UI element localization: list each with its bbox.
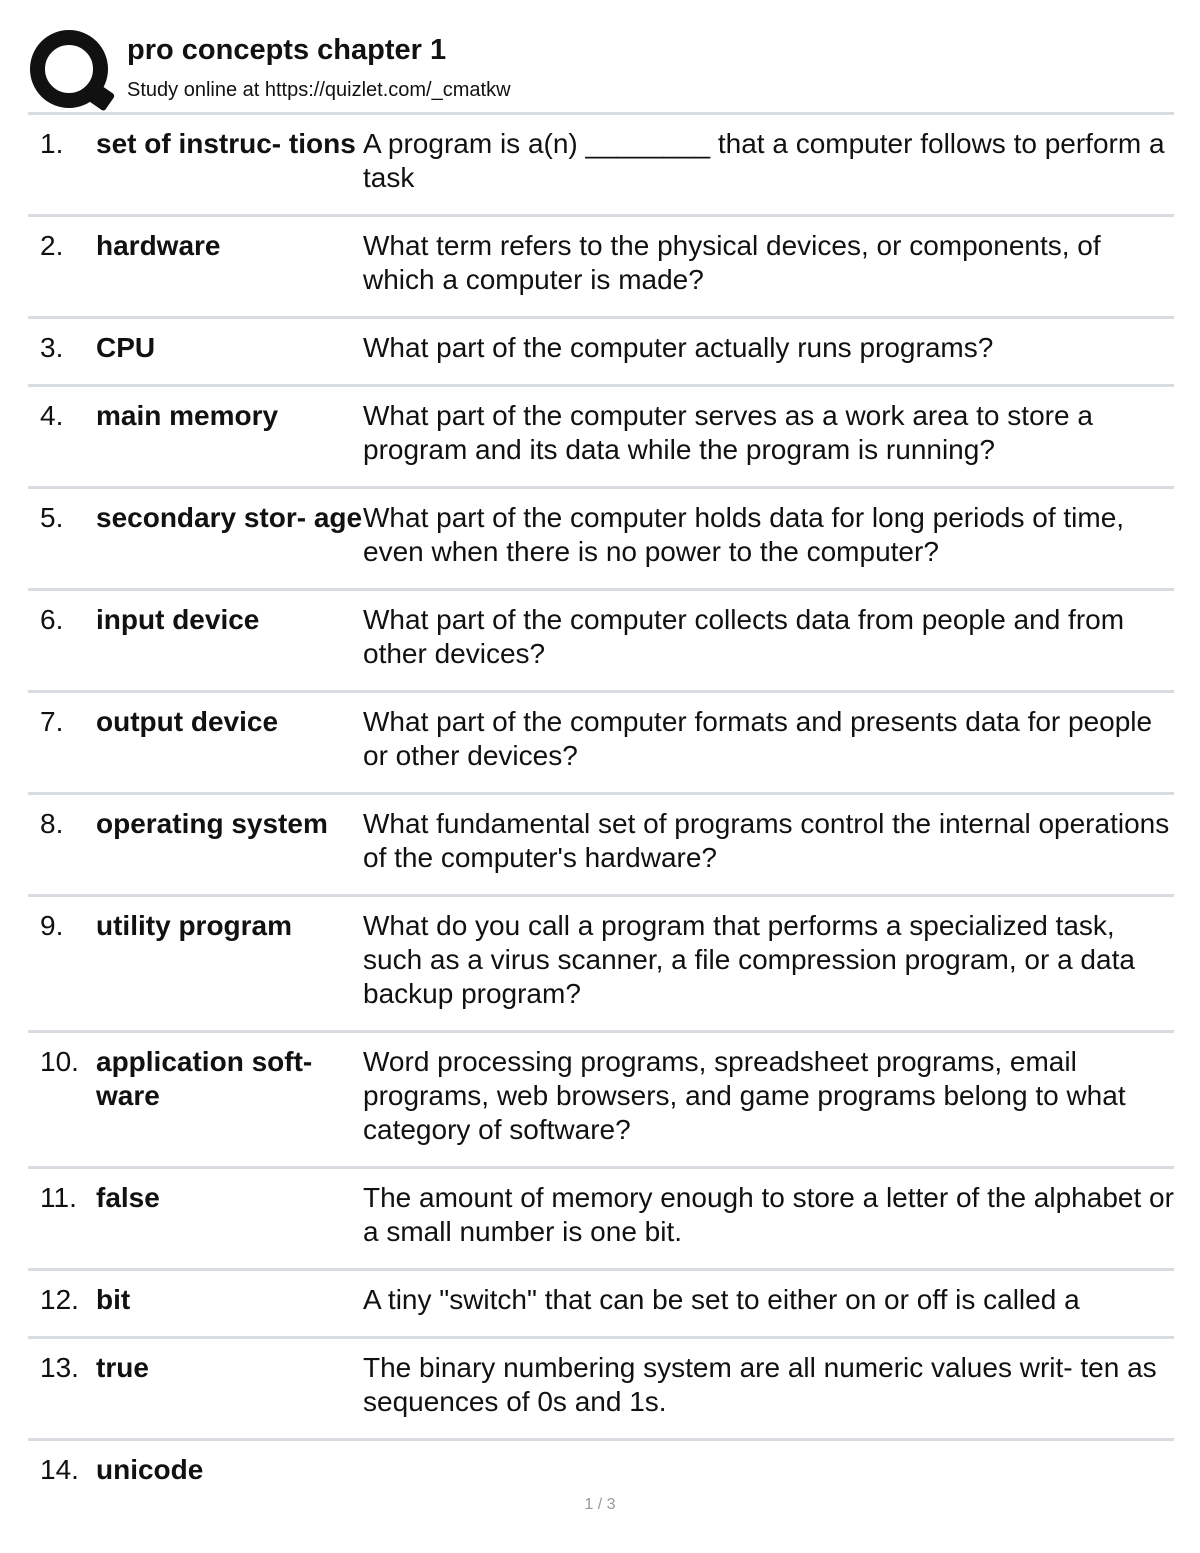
page-title: pro concepts chapter 1: [127, 34, 447, 66]
card-row: [28, 115, 1174, 217]
card-term: operating system: [96, 808, 328, 839]
card-term: hardware: [96, 230, 221, 261]
card-term: input device: [96, 604, 260, 635]
card-definition: What fundamental set of programs control the internal operations of the computer's hardware?: [363, 808, 1170, 873]
card-term: true: [96, 1352, 149, 1383]
card-term: set of instruc- tions: [96, 128, 356, 159]
card-row: [28, 1033, 1174, 1169]
card-term: CPU: [96, 332, 156, 363]
card-row: [28, 693, 1174, 795]
card-definition: Word processing programs, spreadsheet programs, email programs, web browsers, and game programs belong to what category of software?: [363, 1046, 1126, 1145]
card-definition: What part of the computer holds data for long periods of time, even when there is no power to the computer?: [363, 502, 1125, 567]
card-row: [28, 1169, 1174, 1271]
card-number: 8.: [40, 808, 64, 839]
card-number: 12.: [40, 1284, 79, 1315]
card-row: [28, 217, 1174, 319]
card-term: application soft- ware: [96, 1046, 313, 1111]
card-number: 9.: [40, 910, 64, 941]
card-term: secondary stor- age: [96, 502, 363, 533]
card-row: [28, 897, 1174, 1033]
card-term: output device: [96, 706, 279, 737]
card-term: false: [96, 1182, 160, 1213]
card-definition: What term refers to the physical devices, or components, of which a computer is made?: [363, 230, 1101, 295]
page-number: 1 / 3: [584, 1496, 616, 1513]
card-number: 11.: [40, 1182, 77, 1213]
card-definition: The binary numbering system are all numeric values writ- ten as sequences of 0s and 1s.: [363, 1352, 1157, 1417]
card-term: unicode: [96, 1454, 204, 1485]
flashcard-list: [28, 115, 1174, 1506]
card-row: [28, 591, 1174, 693]
card-definition: What part of the computer serves as a work area to store a program and its data while the program is running?: [363, 400, 1093, 465]
card-definition: What do you call a program that performs a specialized task, such as a virus scanner, a file compression program, or a data backup program?: [363, 910, 1135, 1009]
card-row: [28, 387, 1174, 489]
card-number: 7.: [40, 706, 64, 737]
card-number: 5.: [40, 502, 64, 533]
card-number: 10.: [40, 1046, 79, 1077]
card-number: 13.: [40, 1352, 79, 1383]
card-number: 3.: [40, 332, 64, 363]
card-row: [28, 319, 1174, 387]
card-row: [28, 1271, 1174, 1339]
card-definition: The amount of memory enough to store a letter of the alphabet or a small number is one bit.: [363, 1182, 1174, 1247]
card-row: [28, 1339, 1174, 1441]
card-definition: What part of the computer formats and presents data for people or other devices?: [363, 706, 1153, 771]
card-definition: [363, 1453, 1174, 1487]
card-term: bit: [96, 1284, 131, 1315]
study-online-link[interactable]: Study online at https://quizlet.com/_cmatkw: [127, 79, 511, 101]
card-definition: A tiny "switch" that can be set to either on or off is called a: [363, 1284, 1080, 1315]
card-definition: What part of the computer actually runs programs?: [363, 332, 994, 363]
card-number: 1.: [40, 128, 64, 159]
card-number: 4.: [40, 400, 64, 431]
card-term: main memory: [96, 400, 279, 431]
card-definition: A program is a(n) ________ that a computer follows to perform a task: [363, 128, 1165, 193]
card-number: 6.: [40, 604, 64, 635]
card-number: 2.: [40, 230, 64, 261]
page-header: [28, 28, 1174, 112]
card-row: [28, 795, 1174, 897]
card-number: 14.: [40, 1454, 79, 1485]
card-row: [28, 489, 1174, 591]
card-definition: What part of the computer collects data from people and from other devices?: [363, 604, 1125, 669]
card-term: utility program: [96, 910, 293, 941]
